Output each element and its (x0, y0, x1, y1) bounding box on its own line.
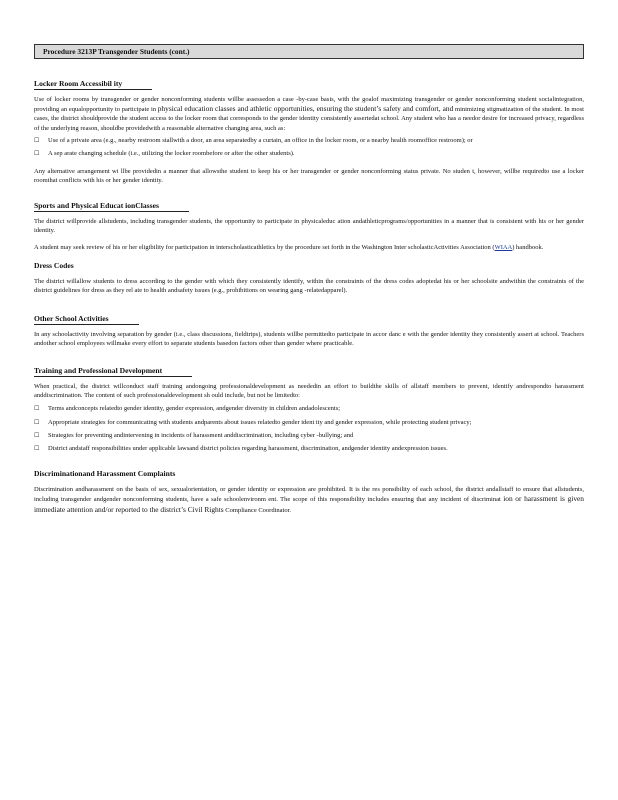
locker-paragraph-1 (34, 95, 584, 133)
bullet-text: Strategies for preventing andintervening in incidents of harassment anddiscrimination, including cyber -bullying; and (48, 431, 354, 439)
bullet-icon: ☐ (34, 418, 40, 426)
bullet-icon: ☐ (34, 150, 40, 158)
heading-discrimination: Discriminationand Harassment Complaints (34, 469, 176, 479)
sports-paragraph-2 (34, 243, 584, 252)
bullet-text: A sep arate changing schedule (i.e., utilizing the locker roombefore or after the other students). (48, 150, 295, 158)
procedure-header (34, 44, 584, 59)
sports-paragraph-1: The district willprovide allstudents, including transgender students, the opportunity to participate in physicaleduc ation andathleticprograms/opportunities in a manner that is consistent with his or her gender identity. (34, 217, 584, 234)
procedure-title: Procedure 3213P Transgender Students (cont.) (43, 47, 190, 56)
sports-p2-text: A student may seek review of his or her eligibility for participation in interscholasticathletics by the procedure set forth in the Washington Inter scholasticActivities Association ( (34, 244, 495, 252)
locker-paragraph-2: Any alternative arrangement wi llbe providedin a manner that allowsthe student to keep his or her transgender or gender nonconforming status private. No studen t, however, willbe requiredto use a locker roomthat conflicts with his or her gender identity. (34, 168, 584, 185)
section-training (34, 360, 584, 453)
other-paragraph-1: In any schoolactivity involving separation by gender (i.e., class discussions, fieldtrips), students willbe permittedto participate in accor danc e with the gender identity they consistently assert at school. Teachers andother school employees willmake every effort to separate students basedon factors other than gender where practicable. (34, 330, 584, 347)
discrim-p1-emphasis: ion or harassment is given immediate attention and/or reported to the district’s Civil Rights (34, 494, 585, 514)
dress-paragraph-1: The district willallow students to dress according to the gender with which they consistently identify, within the constraints of the dress codes adoptedat his or her schoolsite andwithin the constraints of the district guidelines for dress as they rel ate to health andsafety issues (e.g., prohibitions on wearing gang -relatedapparel). (34, 278, 584, 295)
locker-p1-end: minimizing stigmatization of the student. In most cases, the district shouldprovide the student access to the locker room that corresponds to the gender identity consistently assertedat school. Any student who has a needor desire for increased privacy, regardless of the underlying reason, shouldbe providedwith a reasonable alternative changing area, such as: (34, 106, 584, 132)
bullet-text: Use of a private area (e.g., nearby restroom stallwith a door, an area separatedby a curtain, an office in the locker room, or a nearby health roomoffice restroom); or (48, 136, 473, 144)
heading-other-activities: Other School Activities (34, 314, 139, 325)
list-item (34, 431, 584, 440)
sports-p2-end: ) handbook. (512, 244, 544, 252)
list-item (34, 136, 584, 145)
discrim-p1-end: Compliance Coordinator. (225, 506, 292, 514)
bullet-text: Appropriate strategies for communicating with students andparents about issues relatedto gender ident ity and gender expression, while protecting student privacy; (48, 418, 472, 426)
list-item (34, 149, 584, 158)
section-dress-codes (34, 255, 584, 295)
section-discrimination (34, 463, 584, 515)
list-item (34, 418, 584, 427)
heading-dress-codes: Dress Codes (34, 261, 74, 271)
heading-locker-room: Locker Room Accessibil ity (34, 79, 152, 90)
locker-p1-emphasis: physical education classes and athletic opportunities, ensuring the student’s safety and comfort, and (157, 104, 454, 114)
bullet-icon: ☐ (34, 405, 40, 413)
heading-training: Training and Professional Development (34, 366, 192, 377)
section-sports (34, 195, 584, 253)
locker-p1-text: Use of locker rooms by transgender or gender nonconforming students willbe assessedon a case -by-case basis, with the goalof maximizing transgender or gender nonconforming student socialintegration, providing an equalopportunity to participate in (34, 96, 584, 114)
list-item (34, 444, 584, 453)
bullet-text: Terms andconcepts relatedto gender identity, gender expression, andgender diversity in children andadolescents; (48, 405, 341, 413)
document-page (34, 44, 584, 515)
bullet-icon: ☐ (34, 445, 40, 453)
bullet-text: District andstaff responsibilities under applicable lawsand district policies regarding harassment, discrimination, andgender identity andexpression issues. (48, 445, 448, 453)
bullet-icon: ☐ (34, 431, 40, 439)
wiaa-link[interactable]: WIAA (494, 244, 513, 252)
heading-sports: Sports and Physical Educat ionClasses (34, 201, 189, 212)
discrim-paragraph-1 (34, 485, 584, 515)
section-locker-room (34, 73, 584, 186)
discrim-p1-text: Discrimination andharassment on the basis of sex, sexualorientation, or gender identity or expression are prohibited. It is the res ponsibility of each school, the district andallstaff to ensure that allstudents, including transgender andgender nonconforming students, have a safe schoolenvironm ent. The scope of this responsibility includes ensuring that any incident of discriminat (34, 486, 584, 504)
section-other-activities (34, 308, 584, 348)
bullet-icon: ☐ (34, 136, 40, 144)
list-item (34, 404, 584, 413)
training-paragraph-1: When practical, the district willconduct staff training andongoing professionaldevelopment as neededin an effort to buildthe skills of allstaff members to prevent, identify andrespondto harassment anddiscrimination. The content of such professionaldevelopment sh ould include, but not be limitedto: (34, 383, 584, 400)
